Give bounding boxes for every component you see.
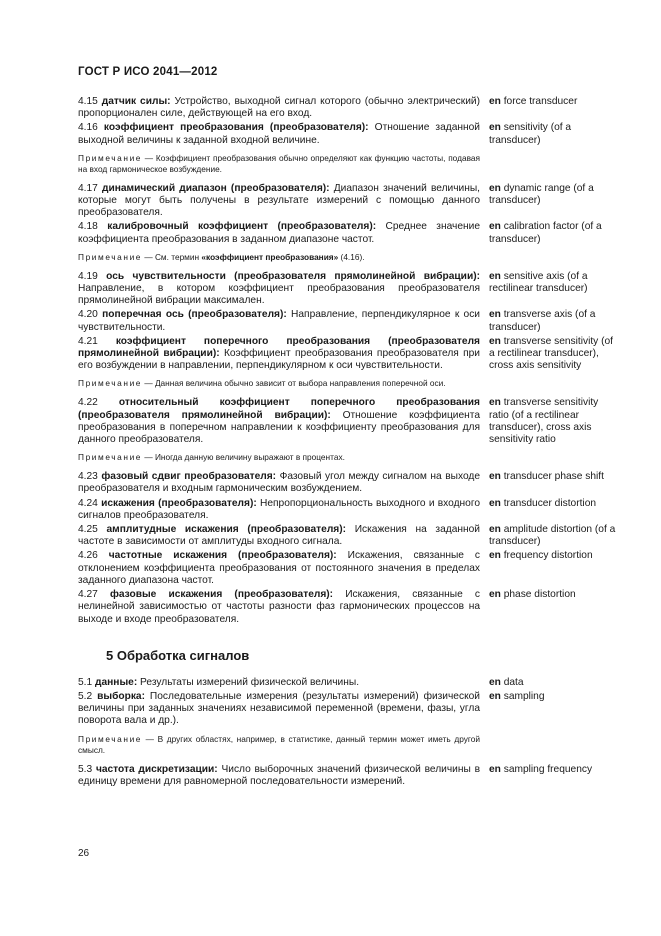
term-english — [489, 96, 616, 108]
term-definition-text: Отношение заданной выходной величины к заданной входной величине. — [78, 122, 480, 146]
term-definition-ru — [78, 677, 480, 689]
term-name: амплитудные искажения (преобразователя): — [106, 524, 347, 536]
term-number: 5.3 — [78, 763, 93, 775]
term-english — [489, 309, 616, 333]
term-number: 4.16 — [78, 122, 98, 134]
english-term: phase distortion — [500, 589, 576, 601]
english-term: data — [500, 676, 524, 688]
lang-prefix: en — [489, 182, 501, 194]
note-label: Примечание — [78, 152, 143, 163]
note-label: Примечание — [78, 733, 143, 744]
term-name: данные: — [95, 676, 138, 688]
page-number: 26 — [78, 848, 90, 859]
term-definition-text: Среднее значение коэффициента преобразования в заданном диапазоне частот. — [78, 221, 480, 245]
term-definition-text: Непропорциональность выходного и входного сигналов преобразователя. — [78, 497, 480, 521]
note-text: — В других областях, например, в статистике, данный термин может иметь другой смысл. — [78, 733, 480, 755]
term-definition-ru — [78, 498, 480, 522]
note — [78, 252, 480, 263]
term-definition-text: Фазовый угол между сигналом на выходе преобразователя и входным гармоническим возбуждением. — [78, 471, 480, 495]
term-definition-text: Отношение коэффициента преобразования в поперечном направлении к коэффициенту преобразования для данного преобразователя. — [78, 409, 480, 446]
lang-prefix: en — [489, 397, 501, 409]
lang-prefix: en — [489, 96, 501, 107]
note-text: — Иногда данную величину выражают в процентах. — [142, 452, 345, 463]
note-label: Примечание — [78, 251, 143, 262]
term-english — [489, 498, 616, 510]
document-body — [78, 96, 616, 790]
term-number: 4.17 — [78, 182, 98, 194]
term-entry-4-17 — [78, 183, 616, 220]
term-definition-text: Диапазон значений величины, которые могут быть получены в результате измерений с помощью данного преобразователя. — [78, 182, 480, 219]
term-english — [489, 336, 616, 373]
entries-group — [78, 397, 616, 446]
term-name: частота дискретизации: — [95, 763, 218, 775]
term-definition-ru — [78, 221, 480, 245]
term-entry-4-18 — [78, 221, 616, 245]
english-term: dynamic range (of a transducer) — [489, 182, 594, 207]
term-definition-text: Результаты измерений физической величины. — [137, 676, 360, 688]
term-definition-text: Число выборочных значений физической величины в единицу времени для равномерной последовательности измерений. — [78, 763, 480, 787]
lang-prefix: en — [489, 122, 501, 134]
entries-group — [78, 271, 616, 373]
entries-group — [78, 96, 616, 147]
term-number: 5.2 — [78, 690, 93, 702]
term-definition-ru — [78, 122, 480, 146]
english-term: sensitive axis (of a rectilinear transducer) — [489, 270, 588, 295]
term-english — [489, 221, 616, 245]
note — [78, 734, 480, 756]
lang-prefix: en — [489, 471, 501, 483]
term-definition-ru — [78, 691, 480, 728]
entries-group — [78, 183, 616, 246]
term-definition-ru — [78, 183, 480, 220]
term-number: 4.27 — [78, 589, 98, 601]
term-entry-4-27 — [78, 589, 616, 626]
term-entry-4-16 — [78, 122, 616, 146]
note-label: Примечание — [78, 452, 143, 463]
lang-prefix: en — [489, 676, 501, 688]
lang-prefix: en — [489, 270, 501, 282]
term-name: поперечная ось (преобразователя): — [102, 309, 287, 321]
english-term: frequency distortion — [500, 550, 593, 562]
term-entry-5-3 — [78, 764, 616, 788]
term-definition-text: Направление, перпендикулярное к оси чувствительности. — [78, 309, 480, 333]
note — [78, 378, 480, 389]
term-number: 4.18 — [78, 221, 98, 233]
term-name: датчик силы: — [101, 96, 171, 107]
note — [78, 153, 480, 175]
term-number: 4.24 — [78, 497, 98, 509]
term-name: калибровочный коэффициент (преобразователя): — [107, 221, 377, 233]
term-english — [489, 589, 616, 601]
term-english — [489, 122, 616, 146]
term-entry-4-26 — [78, 550, 616, 587]
term-name: относительный коэффициент поперечного преобразования (преобразователя прямолинейной вибрации): — [78, 397, 480, 421]
term-number: 4.20 — [78, 309, 98, 321]
term-name: динамический диапазон (преобразователя): — [102, 182, 330, 194]
term-entry-4-25 — [78, 524, 616, 548]
document-header: ГОСТ Р ИСО 2041—2012 — [78, 66, 218, 78]
term-name: ось чувствительности (преобразователя прямолинейной вибрации): — [106, 270, 480, 282]
term-number: 4.15 — [78, 96, 98, 107]
note-text: — См. термин — [142, 251, 202, 262]
section-title: 5 Обработка сигналов — [106, 647, 250, 663]
english-term: transducer phase shift — [500, 471, 604, 483]
term-definition-ru — [78, 550, 480, 587]
lang-prefix: en — [489, 524, 501, 536]
note-label: Примечание — [78, 378, 143, 389]
english-term: transverse axis (of a transducer) — [489, 309, 596, 333]
term-definition-ru — [78, 764, 480, 788]
term-number: 4.22 — [78, 397, 98, 409]
english-term: calibration factor (of a transducer) — [489, 221, 602, 245]
term-english — [489, 471, 616, 483]
term-entry-4-21 — [78, 336, 616, 373]
term-entry-4-23 — [78, 471, 616, 495]
lang-prefix: en — [489, 589, 501, 601]
english-term: transverse sensitivity ratio (of a rectilinear transducer), cross axis sensitivity ratio — [489, 397, 599, 446]
lang-prefix: en — [489, 335, 501, 347]
term-english — [489, 183, 616, 207]
english-term: transverse sensitivity (of a rectilinear transducer), cross axis sensitivity — [489, 335, 613, 372]
english-term: force transducer — [500, 96, 578, 107]
term-name: выборка: — [97, 690, 145, 702]
term-definition-text: Коэффициент преобразования преобразователя при его возбуждении в направлении, перпендикулярном к оси чувствительности. — [78, 348, 480, 372]
term-number: 4.21 — [78, 335, 98, 347]
term-number: 4.19 — [78, 270, 98, 282]
term-definition-text: Искажения на заданной частоте в зависимости от амплитуды входного сигнала. — [78, 524, 480, 548]
entries-group — [78, 677, 616, 728]
english-term: transducer distortion — [500, 497, 597, 509]
term-name: коэффициент поперечного преобразования (преобразователя прямолинейной вибрации): — [78, 335, 480, 360]
term-entry-4-19 — [78, 271, 616, 308]
term-english — [489, 677, 616, 689]
english-term: amplitude distortion (of a transducer) — [489, 524, 616, 548]
english-term: sampling frequency — [500, 763, 593, 775]
note-text: (4.16). — [338, 251, 365, 262]
lang-prefix: en — [489, 497, 501, 509]
note — [78, 452, 480, 463]
term-english — [489, 691, 616, 703]
term-definition-text: Устройство, выходной сигнал которого (обычно электрический) пропорционален силе, действующей на его вход. — [78, 96, 480, 120]
term-english — [489, 524, 616, 548]
term-definition-ru — [78, 336, 480, 373]
term-number: 5.1 — [78, 676, 93, 688]
term-english — [489, 397, 616, 446]
term-definition-ru — [78, 524, 480, 548]
term-number: 4.23 — [78, 471, 98, 483]
term-definition-ru — [78, 397, 480, 446]
term-entry-5-2 — [78, 691, 616, 728]
entries-group — [78, 471, 616, 625]
term-number: 4.25 — [78, 524, 98, 536]
lang-prefix: en — [489, 763, 501, 775]
lang-prefix: en — [489, 221, 501, 233]
term-definition-ru — [78, 309, 480, 333]
term-entry-4-20 — [78, 309, 616, 333]
term-english — [489, 550, 616, 562]
term-number: 4.26 — [78, 550, 98, 562]
term-name: искажения (преобразователя): — [101, 497, 257, 509]
term-definition-ru — [78, 471, 480, 495]
term-definition-text: Искажения, связанные с нелинейной зависимостью от частоты разности фаз гармонических процессов на выходе и входе преобразователя. — [78, 589, 480, 625]
term-name: фазовые искажения (преобразователя): — [109, 589, 334, 601]
term-english — [489, 764, 616, 776]
english-term: sampling — [500, 690, 545, 702]
term-name: фазовый сдвиг преобразователя: — [101, 471, 277, 483]
note-term-ref: «коэффициент преобразования» — [201, 251, 339, 262]
term-name: коэффициент преобразования (преобразователя): — [103, 122, 369, 134]
entries-group — [78, 764, 616, 788]
lang-prefix: en — [489, 309, 501, 321]
term-name: частотные искажения (преобразователя): — [108, 550, 337, 562]
term-definition-text: Последовательные измерения (результаты измерений) физической величины при заданных значениях независимой переменной (времени, фазы, угла поворота вала и др.). — [78, 690, 480, 727]
term-definition-ru — [78, 271, 480, 308]
english-term: sensitivity (of a transducer) — [489, 122, 572, 146]
note-text: — Данная величина обычно зависит от выбора направления поперечной оси. — [142, 378, 446, 389]
lang-prefix: en — [489, 550, 501, 562]
term-entry-4-15 — [78, 96, 616, 120]
lang-prefix: en — [489, 690, 501, 702]
term-entry-5-1 — [78, 677, 616, 689]
note-text: — Коэффициент преобразования обычно определяют как функцию частоты, подавая на вход гармоническое возбуждение. — [78, 152, 480, 174]
term-definition-text: Направление, в котором коэффициент преобразования преобразователя прямолинейной вибрации максимален. — [78, 283, 480, 307]
term-definition-ru — [78, 96, 480, 120]
term-definition-ru — [78, 589, 480, 626]
term-entry-4-24 — [78, 498, 616, 522]
term-entry-4-22 — [78, 397, 616, 446]
term-definition-text: Искажения, связанные с отклонением коэффициента преобразования от постоянного значения в пределах заданного диапазона частот. — [78, 550, 480, 586]
term-english — [489, 271, 616, 295]
